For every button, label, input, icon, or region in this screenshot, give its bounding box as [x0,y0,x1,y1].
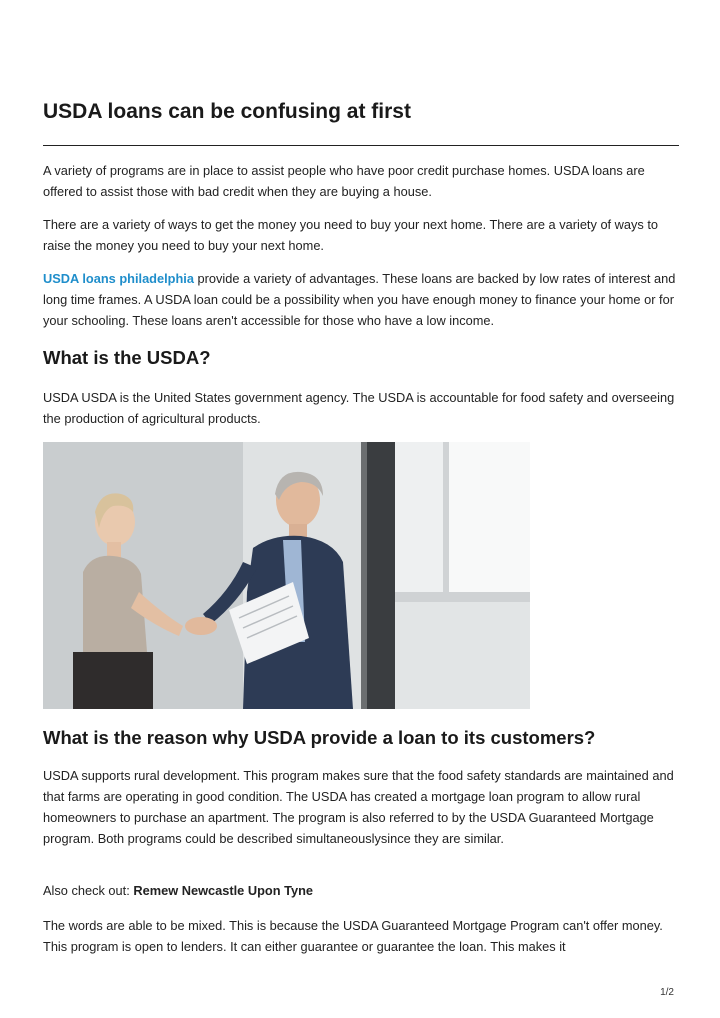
usda-agency-paragraph: USDA USDA is the United States government agency. The USDA is accountable for food safety and overseeing the production of agricultural products. [43,390,675,426]
page-number: 1/2 [660,987,674,998]
advantages-paragraph [43,268,679,331]
intro-paragraph: A variety of programs are in place to assist people who have poor credit purchase homes. USDA loans are offered to assist those with bad credit when they are buying a house. [43,163,645,199]
mixed-words-paragraph: The words are able to be mixed. This is because the USDA Guaranteed Mortgage Program can't offer money. This program is open to lenders. It can either guarantee or guarantee the loan. This makes it [43,918,663,954]
advantages-text: provide a variety of advantages. These loans are backed by low rates of interest and long time frames. A USDA loan could be a possibility when you have enough money to finance your home or for your schooling. These loans aren't accessible for those who have a low income. [43,271,676,328]
remew-newcastle-link[interactable]: Remew Newcastle Upon Tyne [133,883,314,898]
usda-loans-philadelphia-link[interactable]: USDA loans philadelphia [43,271,194,286]
also-check-out-label: Also check out: [43,883,134,898]
rural-development-paragraph: USDA supports rural development. This program makes sure that the food safety standards are maintained and that farms are operating in good condition. The USDA has created a mortgage loan program to allow rural homeowners to purchase an apartment. The program is also referred to by the USDA Guaranteed Mortgage program. Both programs could be described simultaneouslysince they are similar. [43,768,674,846]
title-divider [43,145,679,146]
handshake-photo [43,442,530,709]
page-title: USDA loans can be confusing at first [43,100,411,123]
also-check-out [43,880,679,901]
ways-paragraph: There are a variety of ways to get the money you need to buy your next home. There are a variety of ways to raise the money you need to buy your next home. [43,217,659,253]
section-heading-what-is-usda: What is the USDA? [43,347,211,368]
section-heading-why-usda-loans: What is the reason why USDA provide a loan to its customers? [43,727,596,748]
